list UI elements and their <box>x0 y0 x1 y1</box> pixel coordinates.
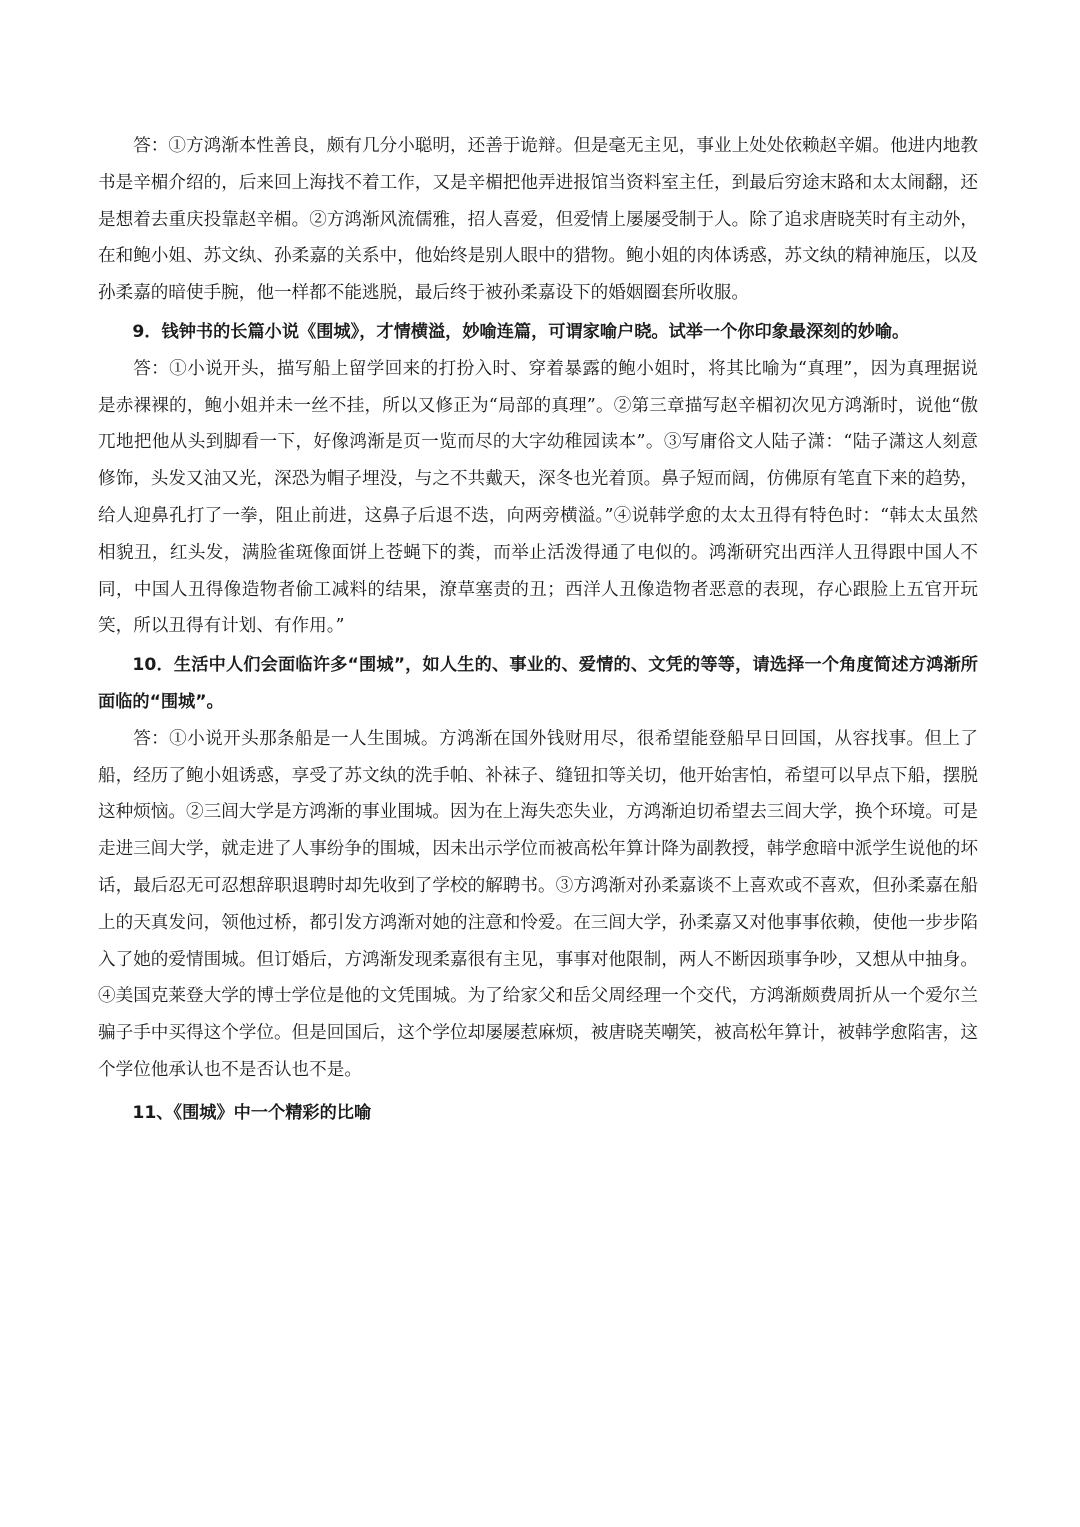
question-9-heading: 9．钱钟书的长篇小说《围城》，才情横溢，妙喻连篇，可谓家喻户晓。试举一个你印象最深刻的妙喻。 <box>132 321 910 342</box>
answer-9-paragraph: 答：①小说开头，描写船上留学回来的打扮入时、穿着暴露的鲍小姐时，将其比喻为“真理”，因为真理据说是赤裸裸的，鲍小姐并未一丝不挂，所以又修正为“局部的真理”。②第三章描写赵辛楣初次见方鸿渐时，说他“傲兀地把他从头到脚看一下，好像鸿渐是页一览而尽的大字幼稚园读本”。③写庸俗文人陆子潇：“陆子潇这人刻意修饰，头发又油又光，深恐为帽子埋没，与之不共戴天，深冬也光着顶。鼻子短而阔，仿佛原有笔直下来的趋势，给人迎鼻孔打了一拳，阻止前进，这鼻子后退不迭，向两旁横溢。”④说韩学愈的太太丑得有特色时：“韩太太虽然相貌丑，红头发，满脸雀斑像面饼上苍蝇下的粪，而举止活泼得通了电似的。鸿渐研究出西洋人丑得跟中国人不同，中国人丑得像造物者偷工减料的结果，潦草塞责的丑；西洋人丑像造物者恶意的表现，存心跟脸上五官开玩笑，所以丑得有计划、有作用。” <box>98 358 978 637</box>
answer-8-paragraph: 答：①方鸿渐本性善良，颇有几分小聪明，还善于诡辩。但是毫无主见，事业上处处依赖赵辛媚。他进内地教书是辛楣介绍的，后来回上海找不着工作，又是辛楣把他弄进报馆当资料室主任，到最后穷途末路和太太闹翻，还是想着去重庆投靠赵辛楣。②方鸿渐风流儒雅，招人喜爱，但爱情上屡屡受制于人。除了追求唐晓芙时有主动外，在和鲍小姐、苏文纨、孙柔嘉的关系中，他始终是别人眼中的猎物。鲍小姐的肉体诱惑，苏文纨的精神施压，以及孙柔嘉的暗使手腕，他一样都不能逃脱，最后终于被孙柔嘉设下的婚姻圈套所收服。 <box>98 136 978 304</box>
answer-10-paragraph: 答：①小说开头那条船是一人生围城。方鸿渐在国外钱财用尽，很希望能登船早日回国，从容找事。但上了船，经历了鲍小姐诱惑，享受了苏文纨的洗手帕、补袜子、缝钮扣等关切，他开始害怕，希望可以早点下船，摆脱这种烦恼。②三闾大学是方鸿渐的事业围城。因为在上海失恋失业，方鸿渐迫切希望去三闾大学，换个环境。可是走进三闾大学，就走进了人事纷争的围城，因未出示学位而被高松年算计降为副教授，韩学愈暗中派学生说他的坏话，最后忍无可忍想辞职退聘时却先收到了学校的解聘书。③方鸿渐对孙柔嘉谈不上喜欢或不喜欢，但孙柔嘉在船上的天真发问，领他过桥，都引发方鸿渐对她的注意和怜爱。在三闾大学，孙柔嘉又对他事事依赖，使他一步步陷入了她的爱情围城。但订婚后，方鸿渐发现柔嘉很有主见，事事对他限制，两人不断因琐事争吵，又想从中抽身。④美国克莱登大学的博士学位是他的文凭围城。为了给家父和岳父周经理一个交代，方鸿渐颇费周折从一个爱尔兰骗子手中买得这个学位。但是回国后，这个学位却屡屡惹麻烦，被唐晓芙嘲笑，被高松年算计，被韩学愈陷害，这个学位他承认也不是否认也不是。 <box>98 728 978 1080</box>
document-page <box>98 128 978 1132</box>
question-11-heading: 11、《围城》中一个精彩的比喻 <box>132 1102 372 1123</box>
question-10-heading: 10．生活中人们会面临许多“围城”，如人生的、事业的、爱情的、文凭的等等，请选择一个角度简述方鸿渐所面临的“围城”。 <box>98 655 978 712</box>
